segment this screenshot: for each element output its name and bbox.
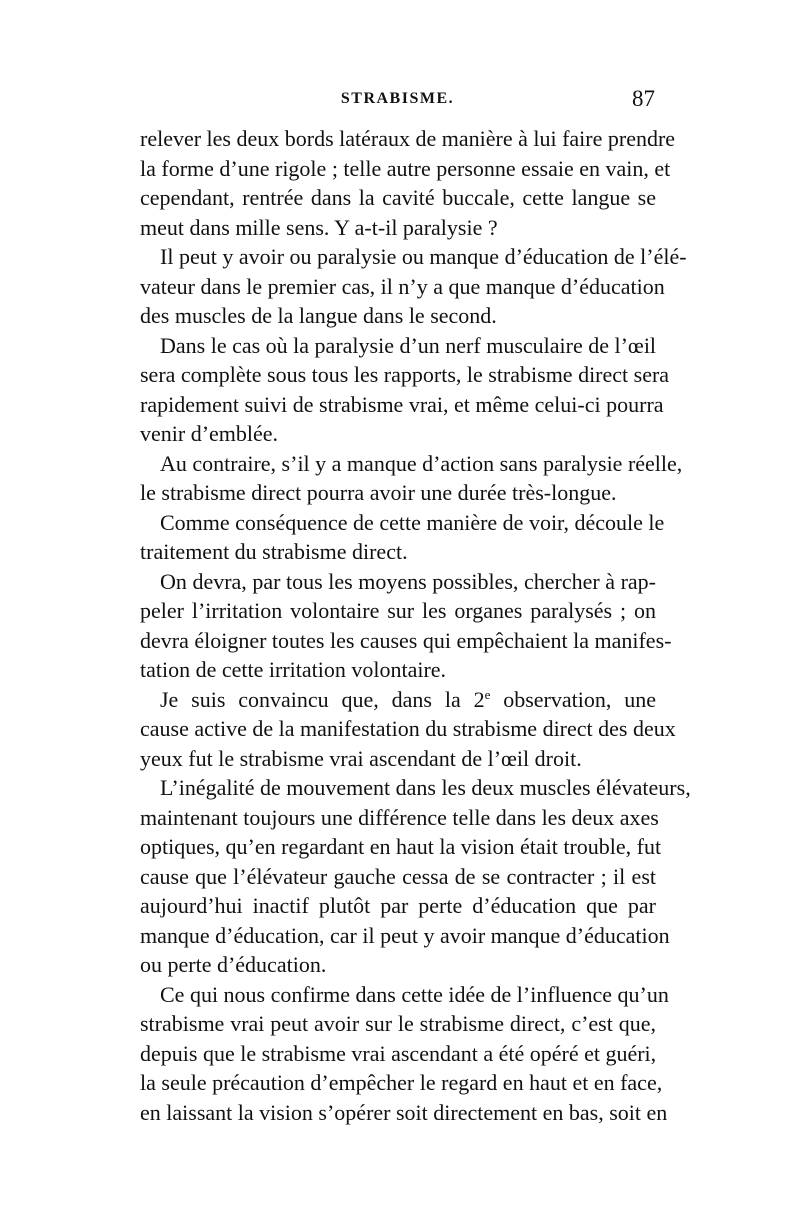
text-line <box>140 449 683 479</box>
text-line <box>140 1098 668 1128</box>
text-line-main: Il peut y avoir ou paralysie ou manque d’éducation de l’élé- <box>160 244 687 269</box>
text-line <box>140 655 656 685</box>
text-line <box>140 685 656 715</box>
text-line-main: rapidement suivi de strabisme vrai, et même celui-ci pourra <box>140 391 664 417</box>
text-line-main: On devra, par tous les moyens possibles, chercher à rap- <box>160 568 656 594</box>
text-line <box>140 921 670 951</box>
text-line <box>140 154 671 184</box>
text-line <box>140 124 676 154</box>
text-line <box>140 891 656 921</box>
text-line <box>140 832 662 862</box>
text-line <box>140 803 659 833</box>
text-line-main: ou perte d’éducation. <box>140 952 327 977</box>
text-line-main: Comme conséquence de cette manière de voir, découle le <box>160 509 665 535</box>
text-line <box>140 360 670 390</box>
text-line <box>140 537 656 567</box>
running-head <box>140 88 655 118</box>
text-line <box>140 714 676 744</box>
running-title: STRABISME. <box>340 90 455 107</box>
text-line-main: cause active de la manifestation du strabisme direct des deux <box>140 716 676 741</box>
text-line-main: maintenant toujours une différence telle dans les deux axes <box>140 804 659 830</box>
text-line-main: tation de cette irritation volontaire. <box>140 657 447 682</box>
text-line-main: vateur dans le premier cas, il n’y a que manque d’éducation <box>140 273 665 299</box>
page-number: 87 <box>632 86 655 111</box>
text-line <box>140 242 687 272</box>
text-line <box>140 744 656 774</box>
text-line-main: des muscles de la langue dans le second. <box>140 303 497 328</box>
text-line <box>140 272 665 302</box>
text-line <box>140 1068 663 1098</box>
text-line-main: relever les deux bords latéraux de manière à lui faire prendre <box>140 126 676 151</box>
text-line-main: le strabisme direct pourra avoir une durée très-longue. <box>140 480 617 505</box>
text-line-main: devra éloigner toutes les causes qui empêchaient la manifes- <box>140 627 672 653</box>
text-line <box>140 596 656 626</box>
text-line-main: en laissant la vision s’opérer soit directement en bas, soit en <box>140 1099 668 1125</box>
text-line <box>140 950 656 980</box>
text-line-main: la seule précaution d’empêcher le regard en haut et en face, <box>140 1070 663 1095</box>
text-line-main: venir d’emblée. <box>140 421 279 446</box>
text-line-main: Dans le cas où la paralysie d’un nerf musculaire de l’œil <box>160 332 657 358</box>
text-line <box>140 301 656 331</box>
text-line-main: L’inégalité de mouvement dans les deux muscles élévateurs, <box>160 775 691 800</box>
text-line <box>140 419 656 449</box>
text-line-main: la forme d’une rigole ; telle autre personne essaie en vain, et <box>140 155 671 181</box>
text-line <box>140 980 669 1010</box>
text-line-main: strabisme vrai peut avoir sur le strabisme direct, c’est que, <box>140 1011 656 1036</box>
text-line-main: Au contraire, s’il y a manque d’action sans paralysie réelle, <box>160 450 683 476</box>
text-line <box>140 390 664 420</box>
text-line-main: Je suis convaincu que, dans la 2 <box>160 686 485 712</box>
text-line-main: yeux fut le strabisme vrai ascendant de l’œil droit. <box>140 745 582 771</box>
superscript: e <box>484 686 491 702</box>
text-line-main: depuis que le strabisme vrai ascendant a été opéré et guéri, <box>140 1040 657 1066</box>
text-line <box>140 213 656 243</box>
text-line-main: traitement du strabisme direct. <box>140 539 408 564</box>
text-line <box>140 331 656 361</box>
text-line <box>140 626 672 656</box>
text-line-main: aujourd’hui inactif plutôt par perte d’éducation que par <box>140 893 656 918</box>
text-line-main: manque d’éducation, car il peut y avoir manque d’éducation <box>140 922 670 948</box>
text-line <box>140 567 656 597</box>
text-line <box>140 478 656 508</box>
text-line-main: meut dans mille sens. Y a-t-il paralysie ? <box>140 214 498 240</box>
text-line <box>140 1009 656 1039</box>
text-line-main: optiques, qu’en regardant en haut la vision était trouble, fut <box>140 834 662 859</box>
text-line <box>140 773 691 803</box>
text-line <box>140 183 656 213</box>
text-line-main: sera complète sous tous les rapports, le strabisme direct sera <box>140 362 670 387</box>
text-line <box>140 862 656 892</box>
text-line-main: Ce qui nous confirme dans cette idée de l’influence qu’un <box>160 981 669 1007</box>
text-line-main: cependant, rentrée dans la cavité buccale, cette langue se <box>140 185 656 210</box>
text-line-main: peler l’irritation volontaire sur les organes paralysés ; on <box>140 598 656 623</box>
text-line <box>140 1039 656 1069</box>
body-text <box>140 124 691 1127</box>
text-line <box>140 508 665 538</box>
text-line-main: cause que l’élévateur gauche cessa de se contracter ; il est <box>140 863 656 889</box>
text-line-continuation: observation, une <box>490 686 656 712</box>
